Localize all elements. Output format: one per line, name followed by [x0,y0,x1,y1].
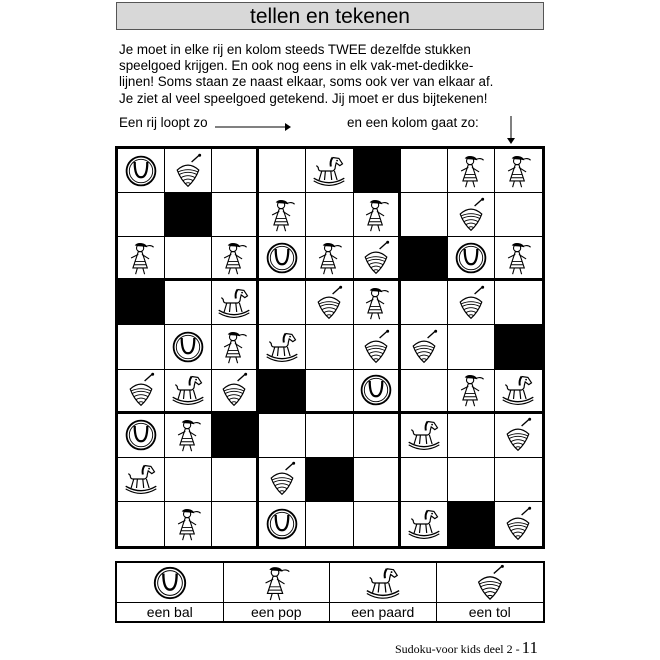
page-number: 11 [521,638,538,657]
top-icon [216,372,252,408]
horse-icon [216,285,252,321]
grid-cell-empty[interactable] [165,281,212,325]
instruction-line: Je ziet al veel speelgoed getekend. Jij moet er dus bijtekenen! [119,90,488,106]
top-icon [358,329,394,365]
grid-cell-top[interactable] [401,325,448,369]
doll-icon [358,197,394,233]
legend-picture [437,563,544,603]
grid-cell-empty[interactable] [306,414,353,458]
top-icon [453,285,489,321]
grid-cell-empty[interactable] [354,502,401,546]
black-cell [212,414,259,458]
horse-icon [311,153,347,189]
grid-cell-empty[interactable] [118,325,165,369]
grid-cell-horse[interactable] [259,325,306,369]
grid-cell-doll[interactable] [354,281,401,325]
grid-cell-horse[interactable] [306,149,353,193]
doll-icon [264,197,300,233]
grid-cell-empty[interactable] [306,193,353,237]
doll-icon [500,153,536,189]
black-cell [448,502,495,546]
grid-cell-ball[interactable] [118,414,165,458]
grid-cell-empty[interactable] [165,458,212,502]
row-direction-text: Een rij loopt zo [119,115,208,130]
doll-icon [453,153,489,189]
doll-icon [257,564,295,602]
grid-cell-ball[interactable] [448,237,495,281]
grid-cell-doll[interactable] [448,149,495,193]
ball-icon [264,240,300,276]
grid-cell-empty[interactable] [259,149,306,193]
horse-icon [500,372,536,408]
grid-cell-ball[interactable] [259,237,306,281]
legend-picture [117,563,224,603]
grid-cell-horse[interactable] [401,502,448,546]
doll-icon [123,240,159,276]
legend-label: een paard [330,603,437,621]
grid-cell-doll[interactable] [306,237,353,281]
grid-cell-empty[interactable] [118,193,165,237]
ball-icon [123,417,159,453]
doll-icon [453,372,489,408]
instruction-line: lijnen! Soms staan ze naast elkaar, soms ook ver van elkaar af. [119,74,494,90]
top-icon [406,329,442,365]
grid-cell-doll[interactable] [165,502,212,546]
top-icon [453,197,489,233]
grid-cell-top[interactable] [448,281,495,325]
grid-cell-empty[interactable] [354,458,401,502]
ball-icon [170,329,206,365]
horse-icon [406,506,442,542]
grid-cell-empty[interactable] [165,237,212,281]
grid-cell-empty[interactable] [401,149,448,193]
legend-label: een bal [117,603,224,621]
ball-icon [123,153,159,189]
grid-cell-ball[interactable] [259,502,306,546]
page-footer [395,638,538,658]
grid-cell-empty[interactable] [448,325,495,369]
ball-icon [358,372,394,408]
top-icon [358,240,394,276]
black-cell [354,149,401,193]
doll-icon [216,329,252,365]
horse-icon [170,372,206,408]
sudoku-grid [115,146,545,549]
column-direction-text: en een kolom gaat zo: [347,115,479,130]
page-title: tellen en tekenen [116,2,544,30]
legend-label: een tol [468,604,511,620]
grid-cell-horse[interactable] [495,370,542,414]
doll-icon [500,240,536,276]
legend-picture [224,563,331,603]
horse-icon [406,417,442,453]
grid-cell-empty[interactable] [495,281,542,325]
grid-cell-doll[interactable] [448,370,495,414]
grid-cell-doll[interactable] [259,193,306,237]
grid-cell-doll[interactable] [212,237,259,281]
grid-cell-horse[interactable] [165,370,212,414]
horse-icon [364,564,402,602]
doll-icon [216,240,252,276]
grid-cell-doll[interactable] [118,237,165,281]
ball-icon [264,506,300,542]
footer-text: Sudoku-voor kids deel 2 - [394,642,520,656]
black-cell [259,370,306,414]
top-icon [500,506,536,542]
top-icon [264,461,300,497]
black-cell [118,281,165,325]
grid-cell-empty[interactable] [212,149,259,193]
grid-cell-top[interactable] [495,502,542,546]
doll-icon [311,240,347,276]
grid-cell-empty[interactable] [306,370,353,414]
grid-cell-empty[interactable] [212,502,259,546]
grid-cell-ball[interactable] [354,370,401,414]
grid-cell-horse[interactable] [118,458,165,502]
direction-line [119,115,559,135]
grid-cell-empty[interactable] [259,281,306,325]
grid-cell-top[interactable] [165,149,212,193]
top-icon [123,372,159,408]
ball-icon [453,240,489,276]
doll-icon [170,417,206,453]
grid-cell-empty[interactable] [259,414,306,458]
grid-cell-doll[interactable] [354,193,401,237]
grid-cell-empty[interactable] [495,193,542,237]
instructions [119,42,559,107]
grid-cell-top[interactable] [212,370,259,414]
grid-cell-horse[interactable] [212,281,259,325]
grid-cell-empty[interactable] [354,414,401,458]
top-icon [471,564,509,602]
legend-label: een pop [224,603,331,621]
grid-cell-doll[interactable] [212,325,259,369]
horse-icon [264,329,300,365]
grid-cell-empty[interactable] [118,502,165,546]
grid-cell-top[interactable] [495,414,542,458]
doll-icon [170,506,206,542]
grid-cell-doll[interactable] [495,237,542,281]
grid-cell-top[interactable] [354,237,401,281]
grid-cell-empty[interactable] [401,370,448,414]
grid-cell-top[interactable] [306,281,353,325]
grid-cell-top[interactable] [354,325,401,369]
grid-cell-empty[interactable] [212,193,259,237]
top-icon [170,153,206,189]
instruction-line: speelgoed krijgen. En ook nog eens in elk vak-met-dedikke- [119,58,474,74]
grid-cell-empty[interactable] [401,193,448,237]
grid-cell-empty[interactable] [306,325,353,369]
grid-cell-empty[interactable] [495,458,542,502]
legend-picture [330,563,437,603]
grid-cell-doll[interactable] [165,414,212,458]
grid-cell-empty[interactable] [212,458,259,502]
grid-cell-top[interactable] [259,458,306,502]
grid-cell-empty[interactable] [448,414,495,458]
grid-cell-ball[interactable] [118,149,165,193]
instruction-line: Je moet in elke rij en kolom steeds TWEE dezelfde stukken [119,42,471,57]
doll-icon [358,285,394,321]
grid-cell-doll[interactable] [495,149,542,193]
grid-cell-top[interactable] [448,193,495,237]
grid-cell-ball[interactable] [165,325,212,369]
black-cell [306,458,353,502]
grid-cell-empty[interactable] [401,281,448,325]
column-arrow-icon [505,116,517,144]
legend [115,561,545,623]
top-icon [311,285,347,321]
grid-cell-top[interactable] [118,370,165,414]
black-cell [165,193,212,237]
top-icon [500,417,536,453]
grid-cell-empty[interactable] [448,458,495,502]
black-cell [495,325,542,369]
grid-cell-empty[interactable] [401,458,448,502]
ball-icon [151,564,189,602]
black-cell [401,237,448,281]
grid-cell-empty[interactable] [306,502,353,546]
horse-icon [123,461,159,497]
grid-cell-horse[interactable] [401,414,448,458]
row-arrow-icon [215,122,291,132]
